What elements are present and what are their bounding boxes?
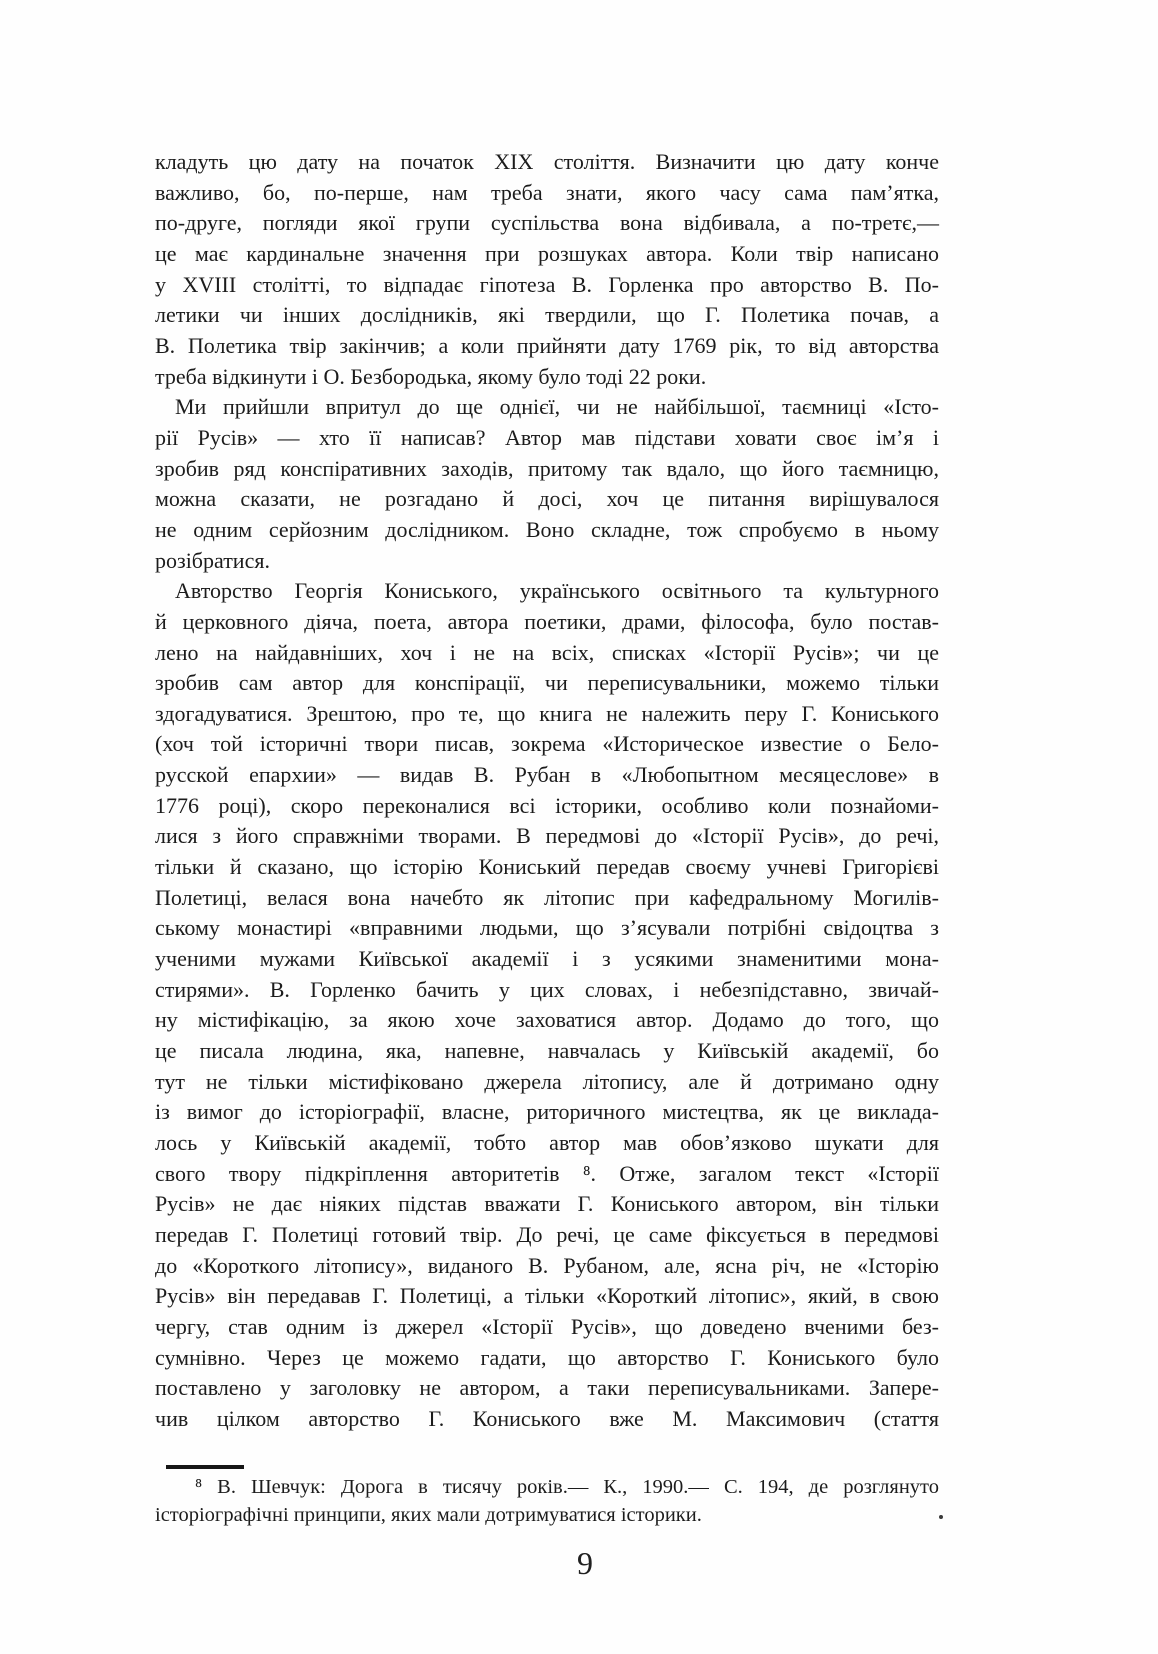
text-line: тут не тільки містифіковано джерела літопису, але й дотримано одну xyxy=(155,1068,939,1094)
text-line: ⁸ В. Шевчук: Дорога в тисячу років.— К., 1990.— С. 194, де розглянуто xyxy=(195,1476,939,1498)
text-line: у XVIII столітті, то відпадає гіпотеза В. Горленка про авторство В. По- xyxy=(155,271,939,297)
text-line: по-друге, погляди якої групи суспільства вона відбивала, а по-третє,— xyxy=(155,210,939,236)
text-line: важливо, бо, по-перше, нам треба знати, якого часу сама пам’ятка, xyxy=(155,179,939,205)
text-line: це писала людина, яка, напевне, навчалась у Київській академії, бо xyxy=(155,1038,939,1064)
text-line: треба відкинути і О. Безбородька, якому було тоді 22 роки. xyxy=(155,363,707,389)
text-line: лено на найдавніших, хоч і не на всіх, списках «Історії Русів»; чи це xyxy=(155,639,939,665)
text-line: чергу, став одним із джерел «Історії Русів», що доведено вченими без- xyxy=(155,1313,939,1339)
text-line: до «Короткого літопису», виданого В. Рубаном, але, ясна річ, не «Історію xyxy=(155,1252,939,1278)
text-line: летики чи інших дослідників, які твердили, що Г. Полетика почав, а xyxy=(155,302,939,328)
text-line: й церковного діяча, поета, автора поетики, драми, філософа, було постав- xyxy=(155,608,939,634)
text-line: Ми прийшли впритул до ще однієї, чи не найбільшої, таємниці «Істо- xyxy=(175,394,939,420)
text-line: історіографічні принципи, яких мали дотримуватися історики. xyxy=(155,1504,702,1526)
text-line: Полетиці, велася вона начебто як літопис при кафедральному Могилів- xyxy=(155,884,939,910)
text-line: стирями». В. Горленко бачить у цих словах, і небезпідставно, звичай- xyxy=(155,976,939,1002)
scan-speck xyxy=(939,1515,943,1519)
text-line: це має кардинальне значення при розшуках автора. Коли твір написано xyxy=(155,240,939,266)
text-line: чив цілком авторство Г. Кониського вже М. Максимович (стаття xyxy=(155,1405,939,1431)
paragraph xyxy=(155,576,939,1434)
text-line: кладуть цю дату на початок XIX століття. Визначити цю дату конче xyxy=(155,149,939,174)
text-line: русской епархии» — видав В. Рубан в «Любопытном месяцеслове» в xyxy=(155,762,939,788)
footnote xyxy=(155,1473,939,1529)
text-line: лось у Київській академії, тобто автор мав обов’язково шукати для xyxy=(155,1130,939,1155)
text-line: ну містифікацію, за якою хоче заховатися автор. Додамо до того, що xyxy=(155,1007,939,1033)
text-line: (хоч той історичні твори писав, зокрема «Историческое известие о Бело- xyxy=(155,731,939,757)
text-line: ському монастирі «вправними людьми, що з’ясували потрібні свідоцтва з xyxy=(155,915,939,941)
text-line: передав Г. Полетиці готовий твір. До речі, це саме фіксується в передмові xyxy=(155,1221,939,1247)
text-line: Русів» не дає ніяких підстав вважати Г. Кониського автором, він тільки xyxy=(155,1191,939,1217)
text-line: сумнівно. Через це можемо гадати, що авторство Г. Кониського було xyxy=(155,1344,939,1370)
paragraph xyxy=(155,392,939,576)
text-line: 1776 році), скоро переконалися всі історики, особливо коли познайоми- xyxy=(155,792,939,818)
text-line: розібратися. xyxy=(155,547,270,573)
text-line: можна сказати, не розгадано й досі, хоч це питання вирішувалося xyxy=(155,486,939,512)
text-line: зробив ряд конспіративних заходів, притому так вдало, що його таємницю, xyxy=(155,455,939,481)
text-line: здогадуватися. Зрештою, про те, що книга не належить перу Г. Кониського xyxy=(155,700,939,726)
text-block xyxy=(155,147,939,1435)
paragraph xyxy=(155,147,939,392)
text-line: рії Русів» — хто її написав? Автор мав підстави ховати своє ім’я і xyxy=(155,424,939,450)
text-line: Русів» він передавав Г. Полетиці, а тільки «Короткий літопис», який, в свою xyxy=(155,1283,939,1309)
text-line: тільки й сказано, що історію Кониський передав своєму учневі Григорієві xyxy=(155,854,939,880)
text-line: В. Полетика твір закінчив; а коли прийняти дату 1769 рік, то від авторства xyxy=(155,332,939,358)
text-line: Авторство Георгія Кониського, українського освітнього та культурного xyxy=(175,578,939,604)
page-number: 9 xyxy=(577,1545,593,1581)
text-line: не одним серйозним дослідником. Воно складне, тож спробуємо в ньому xyxy=(155,516,939,542)
footnote-separator xyxy=(166,1465,244,1469)
text-line: свого твору підкріплення авторитетів ⁸. Отже, загалом текст «Історії xyxy=(155,1160,939,1186)
text-line: із вимог до історіографії, власне, риторичного мистецтва, як це виклада- xyxy=(155,1099,939,1125)
text-line: зробив сам автор для конспірації, чи переписувальники, можемо тільки xyxy=(155,670,939,696)
text-line: лися з його справжніми творами. В передмові до «Історії Русів», до речі, xyxy=(155,823,939,849)
text-line: поставлено у заголовку не автором, а таки переписувальниками. Запере- xyxy=(155,1375,939,1401)
text-line: ученими мужами Київської академії і з усякими знаменитими мона- xyxy=(155,946,939,972)
